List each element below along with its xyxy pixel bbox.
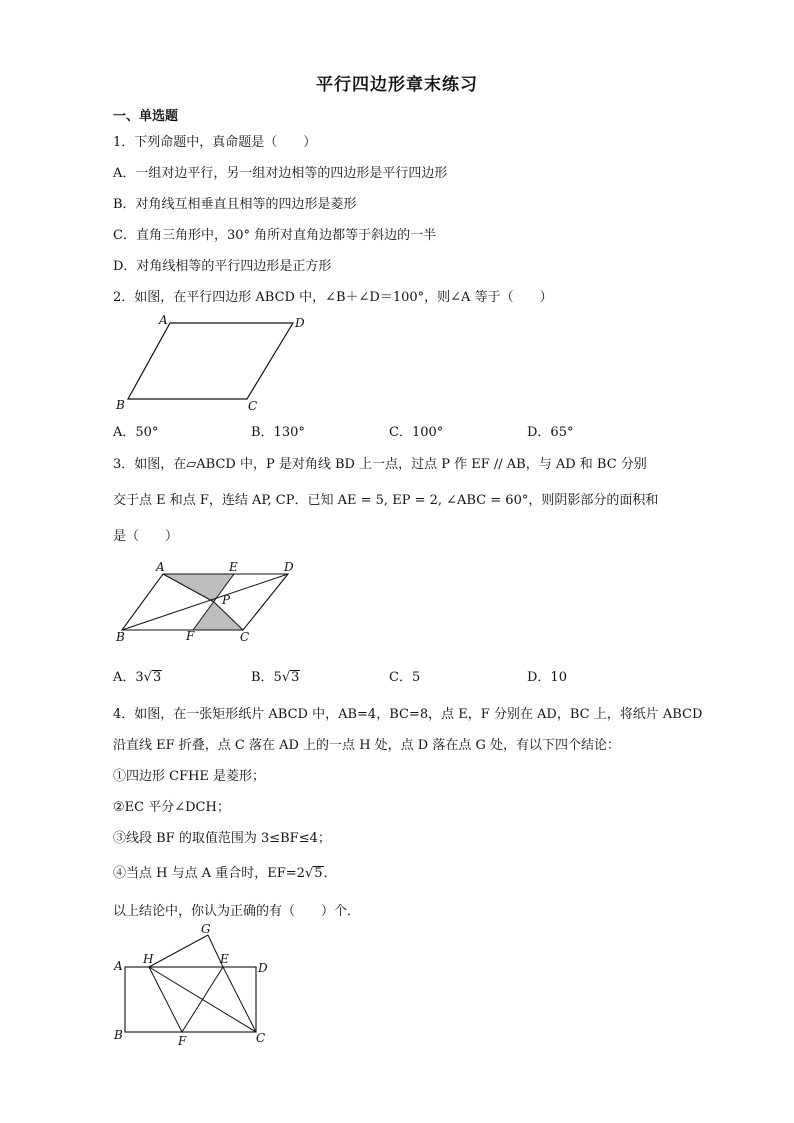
- q4-question: 以上结论中，你认为正确的有（ ）个．: [113, 904, 361, 919]
- q3-label-c: C: [240, 630, 250, 644]
- q3-option-d: D．10: [527, 670, 567, 685]
- segment-ef: [182, 967, 223, 1032]
- q3-option-a: [113, 666, 162, 685]
- q3-option-b: [251, 666, 300, 685]
- q4-folded-rectangle-figure: [110, 922, 290, 1052]
- q3-option-a-coefficient: A．3: [113, 670, 144, 685]
- q2-label-b: B: [116, 398, 125, 412]
- q3-stem-line3: 是（ ）: [113, 529, 179, 544]
- q4-statement-4-end: ．: [323, 866, 337, 881]
- q3-shaded-parallelogram-figure: [112, 558, 312, 648]
- q4-label-g: G: [201, 922, 211, 936]
- q2-label-d: D: [295, 316, 305, 330]
- q4-statement-4-sqrt-sign: √: [304, 866, 314, 881]
- q3-option-c: C．5: [389, 670, 421, 685]
- q1-stem: 1．下列命题中，真命题是（ ）: [113, 135, 317, 150]
- q2-label-a: A: [159, 313, 168, 327]
- q4-stem-line1: 4．如图，在一张矩形纸片 ABCD 中，AB=4，BC=8，点 E，F 分别在 AD，BC 上，将纸片 ABCD: [113, 707, 703, 722]
- q3-option-a-sqrt-sign: √: [143, 670, 152, 685]
- q2-option-d: D．65°: [527, 425, 574, 440]
- q3-stem-line2: 交于点 E 和点 F，连结 AP, CP．已知 AE = 5, EP = 2, ∠ABC = 60°，则阴影部分的面积和: [113, 493, 659, 508]
- q3-option-b-radicand: 3: [291, 670, 300, 685]
- parallelogram-shape: [128, 323, 293, 399]
- q4-statement-4-radicand: 5: [314, 866, 323, 881]
- q4-stem-line2: 沿直线 EF 折叠，点 C 落在 AD 上的一点 H 处，点 D 落在点 G 处，有以下四个结论：: [113, 738, 621, 753]
- q3-stem-line1: 3．如图，在▱ABCD 中，P 是对角线 BD 上一点，过点 P 作 EF // AB，与 AD 和 BC 分别: [113, 457, 647, 472]
- q4-statement-1: ①四边形 CFHE 是菱形；: [113, 769, 266, 784]
- q3-label-d: D: [284, 560, 294, 574]
- section-heading: 一、单选题: [113, 109, 179, 124]
- q4-label-e: E: [220, 952, 229, 966]
- q4-label-h: H: [143, 952, 154, 966]
- q3-option-a-radicand: 3: [152, 670, 162, 685]
- segment-hg: [149, 935, 208, 967]
- q4-label-f: F: [178, 1034, 187, 1048]
- q2-stem: 2．如图，在平行四边形 ABCD 中，∠B＋∠D＝100°，则∠A 等于（ ）: [113, 290, 553, 305]
- q4-label-c: C: [256, 1031, 266, 1045]
- q2-parallelogram-figure: [110, 312, 330, 412]
- q3-option-b-coefficient: B．5: [251, 670, 282, 685]
- q1-option-a: A．一组对边平行，另一组对边相等的四边形是平行四边形: [113, 166, 448, 181]
- page-title: 平行四边形章末练习: [316, 75, 478, 95]
- q2-option-a: A．50°: [113, 425, 159, 440]
- q4-statement-4-text: ④当点 H 与点 A 重合时，EF=2: [113, 866, 305, 881]
- q2-label-c: C: [248, 399, 258, 413]
- q4-statement-4: [113, 862, 337, 881]
- q4-label-b: B: [114, 1028, 123, 1042]
- q4-label-d: D: [258, 961, 268, 975]
- q4-label-a: A: [114, 959, 123, 973]
- q3-option-b-sqrt-sign: √: [281, 670, 291, 685]
- q4-statement-2: ②EC 平分∠DCH；: [113, 800, 230, 815]
- q3-label-e: E: [229, 560, 238, 574]
- q3-label-b: B: [116, 630, 125, 644]
- q1-option-d: D．对角线相等的平行四边形是正方形: [113, 259, 332, 274]
- q2-option-b: B．130°: [251, 425, 305, 440]
- q3-label-f: F: [186, 629, 195, 643]
- q4-statement-3: ③线段 BF 的取值范围为 3≤BF≤4；: [113, 831, 331, 846]
- q1-option-c: C．直角三角形中，30° 角所对直角边都等于斜边的一半: [113, 228, 437, 243]
- q2-option-c: C．100°: [389, 425, 444, 440]
- q3-label-a: A: [156, 560, 165, 574]
- q1-option-b: B．对角线互相垂直且相等的四边形是菱形: [113, 197, 357, 212]
- rectangle-abcd: [125, 967, 256, 1032]
- q3-label-p: P: [222, 593, 231, 607]
